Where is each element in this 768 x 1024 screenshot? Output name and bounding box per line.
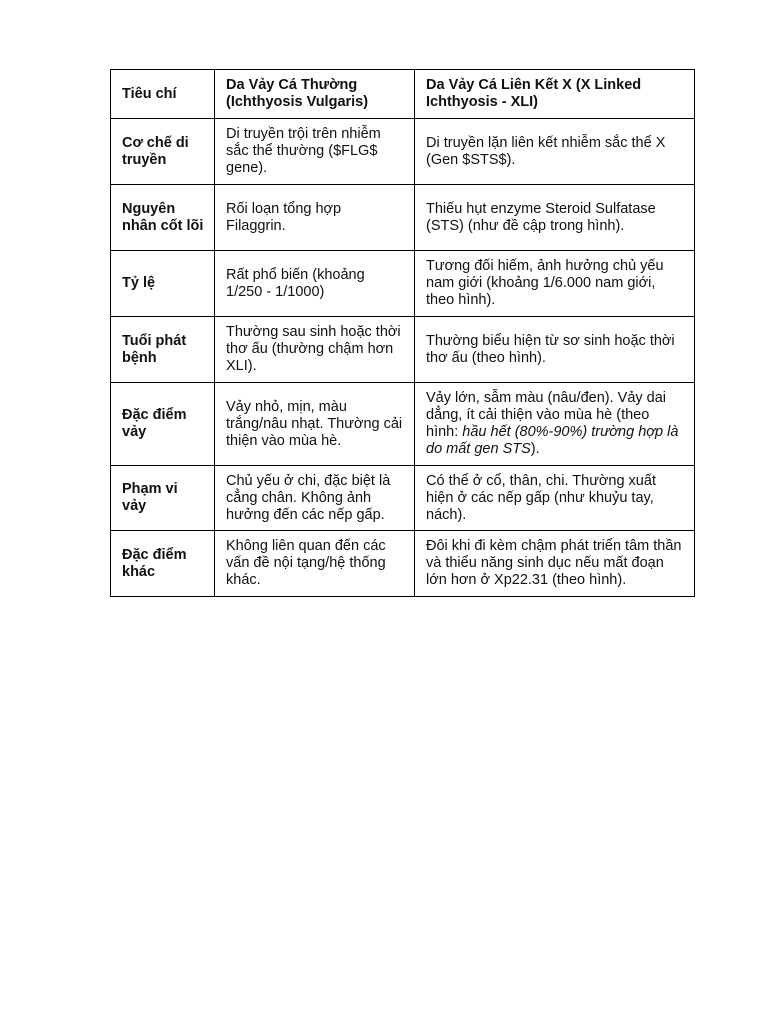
header-ichthyosis-vulgaris: Da Vảy Cá Thường (Ichthyosis Vulgaris) — [215, 70, 415, 119]
row-xli-cell: Thiếu hụt enzyme Steroid Sulfatase (STS) (như đề cập trong hình). — [415, 185, 695, 251]
row-criterion: Đặc điểm vảy — [111, 383, 215, 466]
row-xli-cell: Có thể ở cổ, thân, chi. Thường xuất hiện ở các nếp gấp (như khuỷu tay, nách). — [415, 466, 695, 531]
table-row — [111, 317, 695, 383]
row-vulgaris-cell: Di truyền trội trên nhiễm sắc thể thường ($FLG$ gene). — [215, 119, 415, 185]
row-criterion: Tỷ lệ — [111, 251, 215, 317]
table-row — [111, 383, 695, 466]
row-xli-cell — [415, 383, 695, 466]
row-xli-cell: Thường biểu hiện từ sơ sinh hoặc thời thơ ấu (theo hình). — [415, 317, 695, 383]
xli-text-prefix: Vảy lớn, sẫm màu (nâu/đen). Vảy dai dẳng, ít cải thiện vào mùa hè (theo hình: — [426, 390, 667, 440]
row-vulgaris-cell: Rối loạn tổng hợp Filaggrin. — [215, 185, 415, 251]
row-criterion: Phạm vi vảy — [111, 466, 215, 531]
table-row — [111, 466, 695, 531]
row-criterion: Tuổi phát bệnh — [111, 317, 215, 383]
row-xli-cell: Đôi khi đi kèm chậm phát triển tâm thần và thiểu năng sinh dục nếu mất đoạn lớn hơn ở Xp22.31 (theo hình). — [415, 531, 695, 597]
xli-text-suffix: ). — [530, 441, 540, 457]
row-vulgaris-cell: Thường sau sinh hoặc thời thơ ấu (thường chậm hơn XLI). — [215, 317, 415, 383]
row-vulgaris-cell: Không liên quan đến các vấn đề nội tạng/hệ thống khác. — [215, 531, 415, 597]
row-vulgaris-cell: Vảy nhỏ, mịn, màu trắng/nâu nhạt. Thường cải thiện vào mùa hè. — [215, 383, 415, 466]
comparison-table — [110, 69, 695, 597]
table-row — [111, 531, 695, 597]
row-criterion: Nguyên nhân cốt lõi — [111, 185, 215, 251]
row-criterion: Đặc điểm khác — [111, 531, 215, 597]
row-vulgaris-cell: Rất phổ biến (khoảng 1/250 - 1/1000) — [215, 251, 415, 317]
header-x-linked-ichthyosis: Da Vảy Cá Liên Kết X (X Linked Ichthyosis - XLI) — [415, 70, 695, 119]
row-xli-cell: Tương đối hiếm, ảnh hưởng chủ yếu nam giới (khoảng 1/6.000 nam giới, theo hình). — [415, 251, 695, 317]
table-header-row — [111, 70, 695, 119]
row-criterion: Cơ chế di truyền — [111, 119, 215, 185]
table-row — [111, 185, 695, 251]
row-vulgaris-cell: Chủ yếu ở chi, đặc biệt là cẳng chân. Không ảnh hưởng đến các nếp gấp. — [215, 466, 415, 531]
header-criterion: Tiêu chí — [111, 70, 215, 119]
xli-text-italic: hầu hết (80%-90%) trường hợp là do mất gen STS — [426, 424, 679, 457]
row-xli-cell: Di truyền lặn liên kết nhiễm sắc thể X (Gen $STS$). — [415, 119, 695, 185]
table-row — [111, 119, 695, 185]
table-row — [111, 251, 695, 317]
